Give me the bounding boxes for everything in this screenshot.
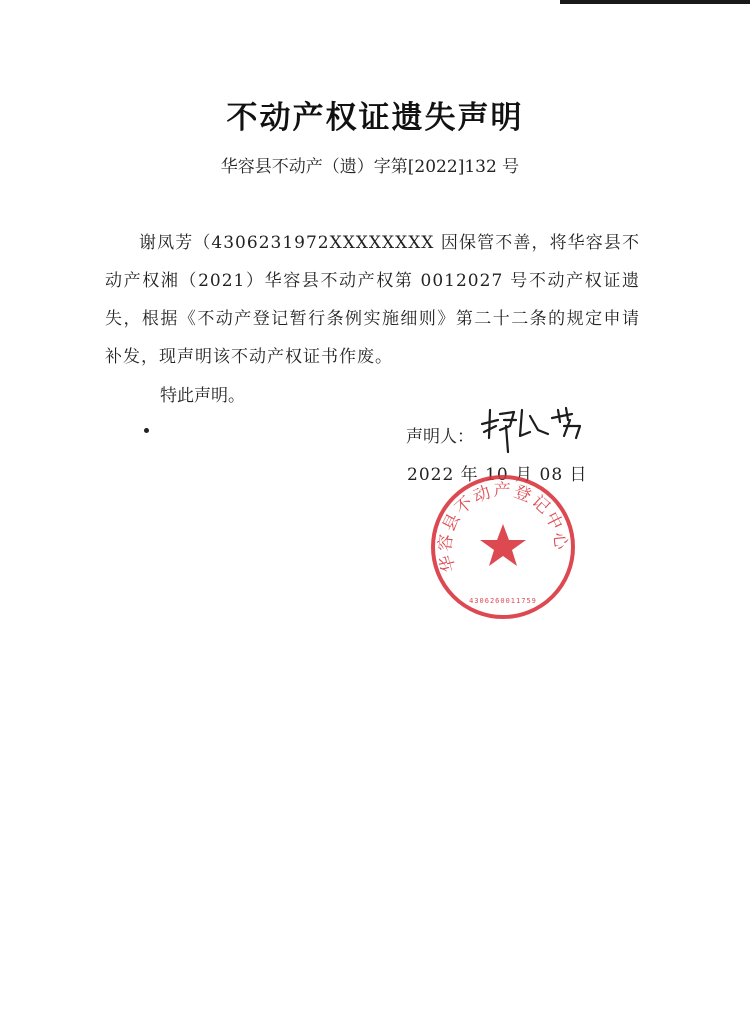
seal-star-icon	[480, 524, 526, 566]
declaration-body: 谢凤芳（4306231972XXXXXXXX 因保管不善，将华容县不动产权湘（2021）华容县不动产权第 0012027 号不动产权证遗失，根据《不动产登记暂行条例实施细则》第二十二条的规定申请补发，现声明该不动产权证书作废。	[105, 233, 640, 367]
declaration-date: 2022 年 10 月 08 日	[407, 465, 588, 485]
document-title: 不动产权证遗失声明	[226, 100, 524, 136]
seal-text: 华容县不动产登记中心	[435, 480, 571, 575]
handwritten-signature	[476, 396, 596, 456]
closing-statement: 特此声明。	[160, 386, 245, 406]
document-number: 华容县不动产（遗）字第[2022]132 号	[220, 157, 520, 177]
ink-dot	[144, 428, 149, 433]
declarant-label: 声明人：	[406, 427, 474, 447]
scan-edge	[560, 0, 750, 4]
official-seal	[428, 472, 578, 622]
seal-code: 4306260011759	[469, 597, 537, 605]
